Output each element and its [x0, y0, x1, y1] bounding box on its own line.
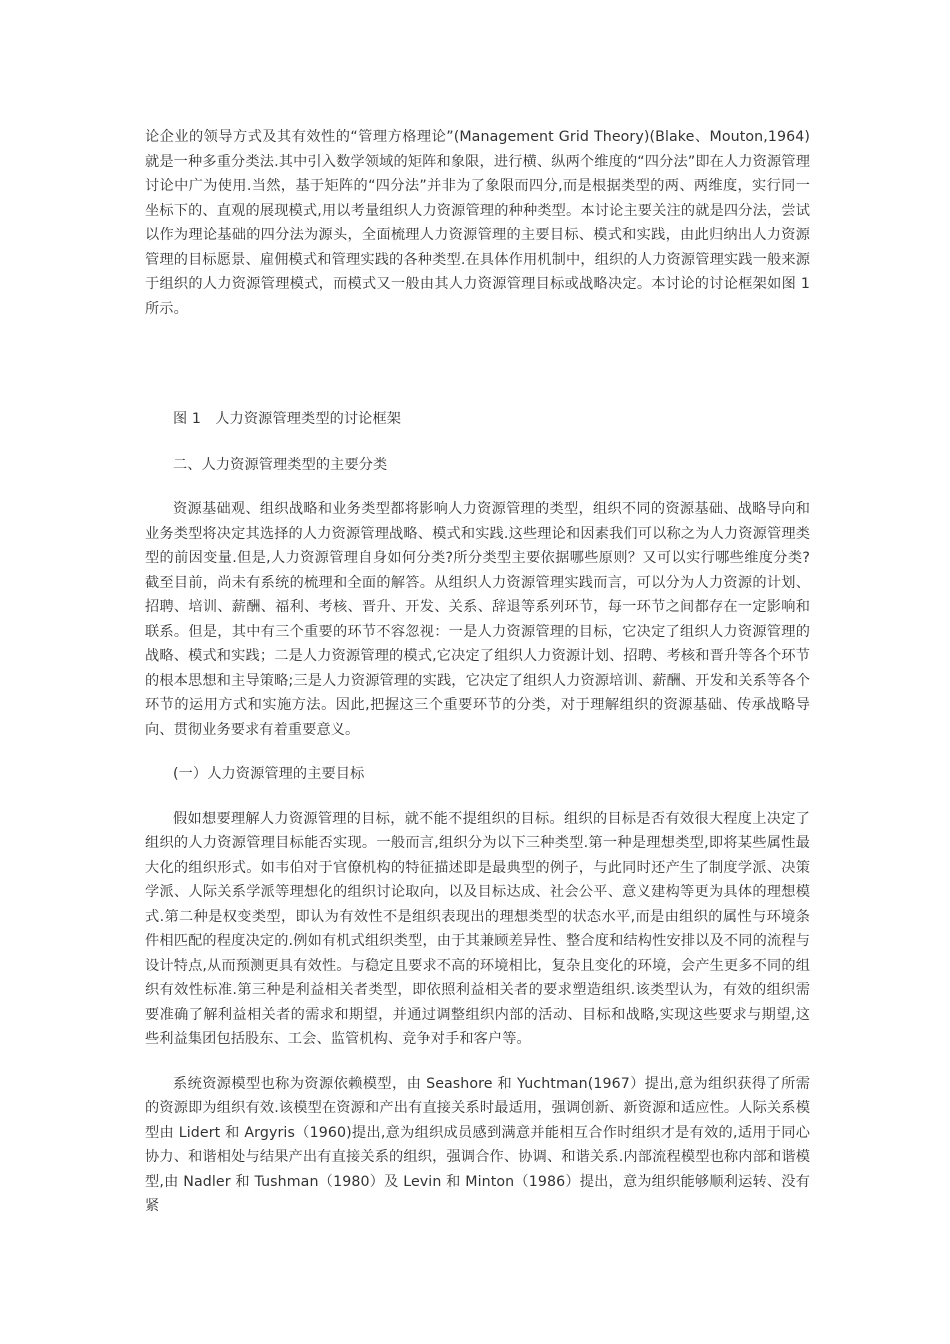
- body-paragraph-1: 资源基础观、组织战略和业务类型都将影响人力资源管理的类型，组织不同的资源基础、战略导向和业务类型将决定其选择的人力资源管理战略、模式和实践.这些理论和因素我们可以称之为人力资源管理类型的前因变量.但是,人力资源管理自身如何分类?所分类型主要依据哪些原则？又可以实行哪些维度分类?截至目前，尚未有系统的梳理和全面的解答。从组织人力资源管理实践而言，可以分为人力资源的计划、招聘、培训、薪酬、福利、考核、晋升、开发、关系、辞退等系列环节，每一环节之间都存在一定影响和联系。但是，其中有三个重要的环节不容忽视：一是人力资源管理的目标，它决定了组织人力资源管理的战略、模式和实践；二是人力资源管理的模式,它决定了组织人力资源计划、招聘、考核和晋升等各个环节的根本思想和主导策略;三是人力资源管理的实践，它决定了组织人力资源培训、薪酬、开发和关系等各个环节的运用方式和实施方法。因此,把握这三个重要环节的分类，对于理解组织的资源基础、传承战略导向、贯彻业务要求有着重要意义。: [145, 501, 810, 738]
- subsection-heading: (一）人力资源管理的主要目标: [173, 766, 365, 782]
- document-page: [145, 125, 810, 1219]
- figure-caption: 图 1 人力资源管理类型的讨论框架: [173, 411, 402, 427]
- figure-placeholder: [145, 321, 810, 407]
- section-heading: 二、人力资源管理类型的主要分类: [173, 456, 388, 473]
- intro-paragraph: 论企业的领导方式及其有效性的“管理方格理论”(Management Grid Theory)(Blake、Mouton,1964)就是一种多重分类法.其中引入数学领域的矩阵和象限，进行横、纵两个维度的“四分法”即在人力资源管理讨论中广为使用.当然，基于矩阵的“四分法”并非为了象限而四分,而是根据类型的两、两维度，实行同一坐标下的、直观的展现模式,用以考量组织人力资源管理的种种类型。本讨论主要关注的就是四分法，尝试以作为理论基础的四分法为源头，全面梳理人力资源管理的主要目标、模式和实践，由此归纳出人力资源管理的目标愿景、雇佣模式和管理实践的各种类型.在具体作用机制中，组织的人力资源管理实践一般来源于组织的人力资源管理模式，而模式又一般由其人力资源管理目标或战略决定。本讨论的讨论框架如图 1 所示。: [145, 129, 810, 317]
- body-paragraph-2: 假如想要理解人力资源管理的目标，就不能不提组织的目标。组织的目标是否有效很大程度上决定了组织的人力资源管理目标能否实现。一般而言,组织分为以下三种类型.第一种是理想类型,即将某些属性最大化的组织形式。如韦伯对于官僚机构的特征描述即是最典型的例子，与此同时还产生了制度学派、决策学派、人际关系学派等理想化的组织讨论取向，以及目标达成、社会公平、意义建构等更为具体的理想模式.第二种是权变类型，即认为有效性不是组织表现出的理想类型的状态水平,而是由组织的属性与环境条件相匹配的程度决定的.例如有机式组织类型，由于其兼顾差异性、整合度和结构性安排以及不同的流程与设计特点,从而预测更具有效性。与稳定且要求不高的环境相比，复杂且变化的环境，会产生更多不同的组织有效性标准.第三种是利益相关者类型，即依照利益相关者的要求塑造组织.该类型认为，有效的组织需要准确了解利益相关者的需求和期望，并通过调整组织内部的活动、目标和战略,实现这些要求与期望,这些利益集团包括股东、工会、监管机构、竞争对手和客户等。: [145, 810, 810, 1047]
- body-paragraph-3: 系统资源模型也称为资源依赖模型，由 Seashore 和 Yuchtman(1967）提出,意为组织获得了所需的资源即为组织有效.该模型在资源和产出有直接关系时最适用，强调创新、新资源和适应性。人际关系模型由 Lidert 和 Argyris（1960)提出,意为组织成员感到满意并能相互合作时组织才是有效的,适用于同心协力、和谐相处与结果产出有直接关系的组织，强调合作、协调、和谐关系.内部流程模型也称内部和谐模型,由 Nadler 和 Tushman（1980）及 Levin 和 Minton（1986）提出，意为组织能够顺利运转、没有紧: [145, 1075, 810, 1214]
